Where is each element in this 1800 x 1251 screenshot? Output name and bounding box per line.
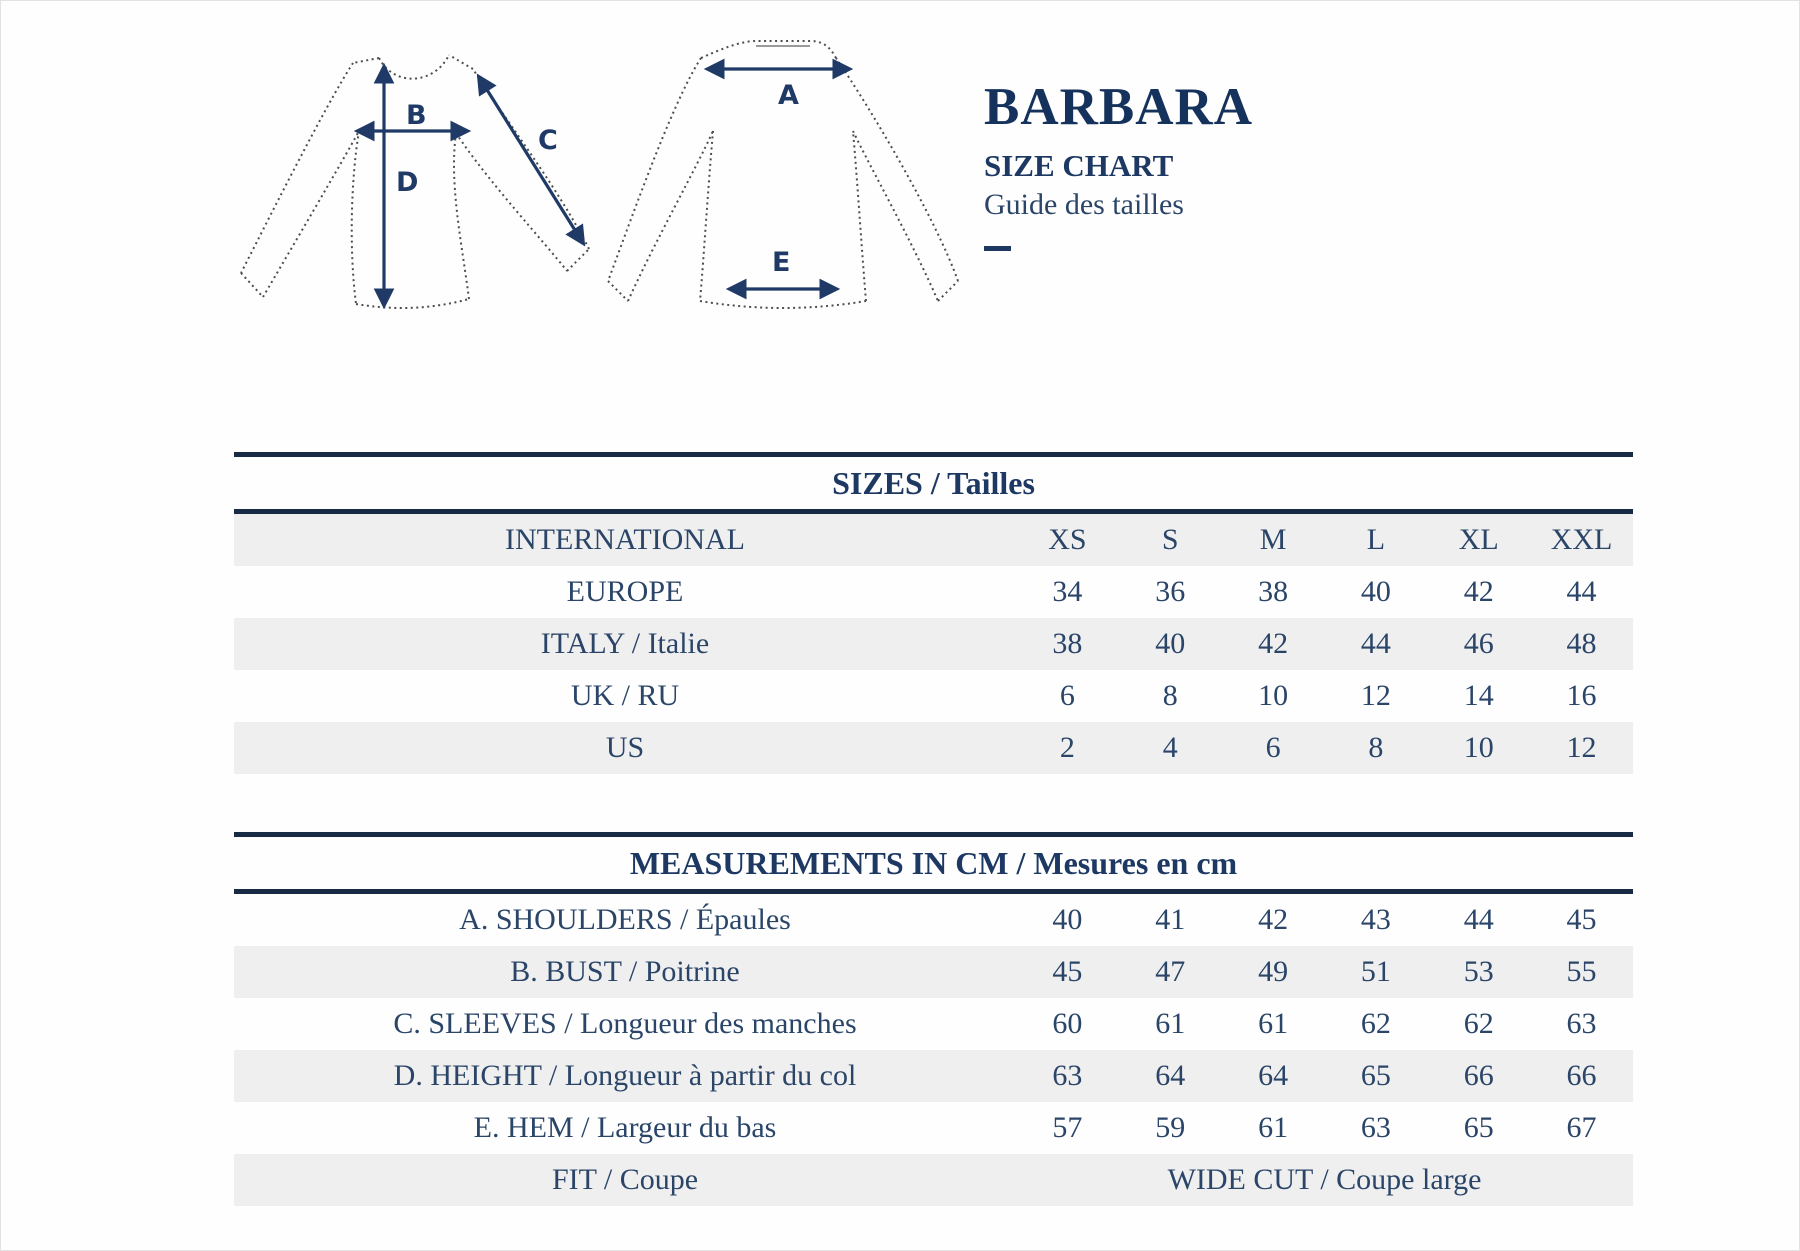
fit-value: WIDE CUT / Coupe large [1167,1163,1482,1196]
row-value: 40 [1052,903,1083,936]
row-value: 16 [1566,679,1597,712]
row-value: XXL [1550,523,1613,556]
row-value: 46 [1463,627,1494,660]
diagram-label-a: A [778,80,799,111]
size-chart-subtitle: SIZE CHART [984,148,1174,183]
row-value: 64 [1258,1059,1289,1092]
row-value: 10 [1463,731,1494,764]
row-value: S [1161,523,1179,556]
row-label: E. HEM / Largeur du bas [473,1111,777,1144]
size-chart-subtitle-fr: Guide des tailles [984,188,1184,221]
table-row-us [234,722,1633,774]
row-value: 57 [1052,1111,1083,1144]
row-value: 43 [1360,903,1391,936]
row-value: 64 [1155,1059,1186,1092]
row-value: 49 [1258,955,1289,988]
row-value: 53 [1463,955,1494,988]
row-value: 6 [1265,731,1281,764]
row-value: 48 [1566,627,1597,660]
row-value: M [1259,523,1287,556]
row-value: 34 [1052,575,1083,608]
row-label: US [605,731,645,764]
diagram-label-d: D [396,167,419,198]
table-row-europe [234,566,1633,618]
table-row-bust [234,946,1633,998]
row-value: 63 [1052,1059,1083,1092]
row-value: 61 [1258,1007,1289,1040]
row-value: 65 [1360,1059,1391,1092]
row-value: 10 [1258,679,1289,712]
row-label: EUROPE [566,575,684,608]
table-row-sleeves [234,998,1633,1050]
row-value: 42 [1463,575,1494,608]
row-value: 62 [1463,1007,1494,1040]
row-value: 2 [1059,731,1075,764]
table-gap [234,774,1633,832]
row-value: 41 [1155,903,1186,936]
row-value: 45 [1052,955,1083,988]
row-value: L [1366,523,1386,556]
row-value: 66 [1463,1059,1494,1092]
row-label: UK / RU [570,679,680,712]
measure-arrows-front [358,67,583,305]
row-value: 44 [1360,627,1391,660]
sizes-table [234,452,1633,774]
row-value: 61 [1258,1111,1289,1144]
title-block [984,78,1254,251]
table-row-height [234,1050,1633,1102]
row-label: INTERNATIONAL [505,523,745,556]
row-value: XL [1458,523,1499,556]
table-row-fit [234,1154,1633,1206]
row-value: XS [1048,523,1087,556]
tables-area [234,452,1633,1206]
row-value: 60 [1052,1007,1083,1040]
row-label: A. SHOULDERS / Épaules [459,903,791,936]
row-value: 65 [1463,1111,1494,1144]
row-value: 42 [1258,903,1289,936]
row-value: 42 [1258,627,1289,660]
row-value: 38 [1052,627,1083,660]
row-value: 44 [1463,903,1494,936]
row-label: B. BUST / Poitrine [510,955,740,988]
measurements-table [234,832,1633,1206]
row-value: 67 [1566,1111,1597,1144]
row-label: FIT / Coupe [551,1163,699,1196]
row-value: 40 [1360,575,1391,608]
row-value: 38 [1258,575,1289,608]
row-value: 55 [1566,955,1597,988]
row-value: 44 [1566,575,1597,608]
arrow-c-sleeve [479,77,583,243]
diagram-label-b: B [406,100,427,131]
row-label: C. SLEEVES / Longueur des manches [393,1007,857,1040]
brand-title: BARBARA [984,78,1254,136]
row-value: 47 [1155,955,1186,988]
row-value: 66 [1566,1059,1597,1092]
garment-measurement-diagram [216,19,986,364]
row-label: D. HEIGHT / Longueur à partir du col [393,1059,857,1092]
row-value: 12 [1566,731,1597,764]
table-row-italy [234,618,1633,670]
sizes-table-title: SIZES / Tailles [832,464,1035,501]
table-row-hem [234,1102,1633,1154]
measurements-table-title: MEASUREMENTS IN CM / Mesures en cm [629,844,1238,881]
title-dash [984,246,1011,251]
diagram-label-c: C [538,125,558,156]
diagram-label-e: E [772,247,791,278]
row-value: 12 [1360,679,1391,712]
row-value: 40 [1155,627,1186,660]
row-value: 36 [1155,575,1186,608]
row-value: 62 [1360,1007,1391,1040]
row-value: 63 [1566,1007,1597,1040]
row-value: 45 [1566,903,1597,936]
table-row-international [234,514,1633,566]
row-value: 51 [1360,955,1391,988]
row-value: 6 [1059,679,1075,712]
row-value: 59 [1155,1111,1186,1144]
table-row-shoulders [234,894,1633,946]
row-value: 8 [1368,731,1384,764]
row-value: 14 [1463,679,1494,712]
row-value: 4 [1162,731,1178,764]
row-value: 63 [1360,1111,1391,1144]
table-row-uk [234,670,1633,722]
row-value: 8 [1162,679,1178,712]
row-value: 61 [1155,1007,1186,1040]
row-label: ITALY / Italie [540,627,710,660]
